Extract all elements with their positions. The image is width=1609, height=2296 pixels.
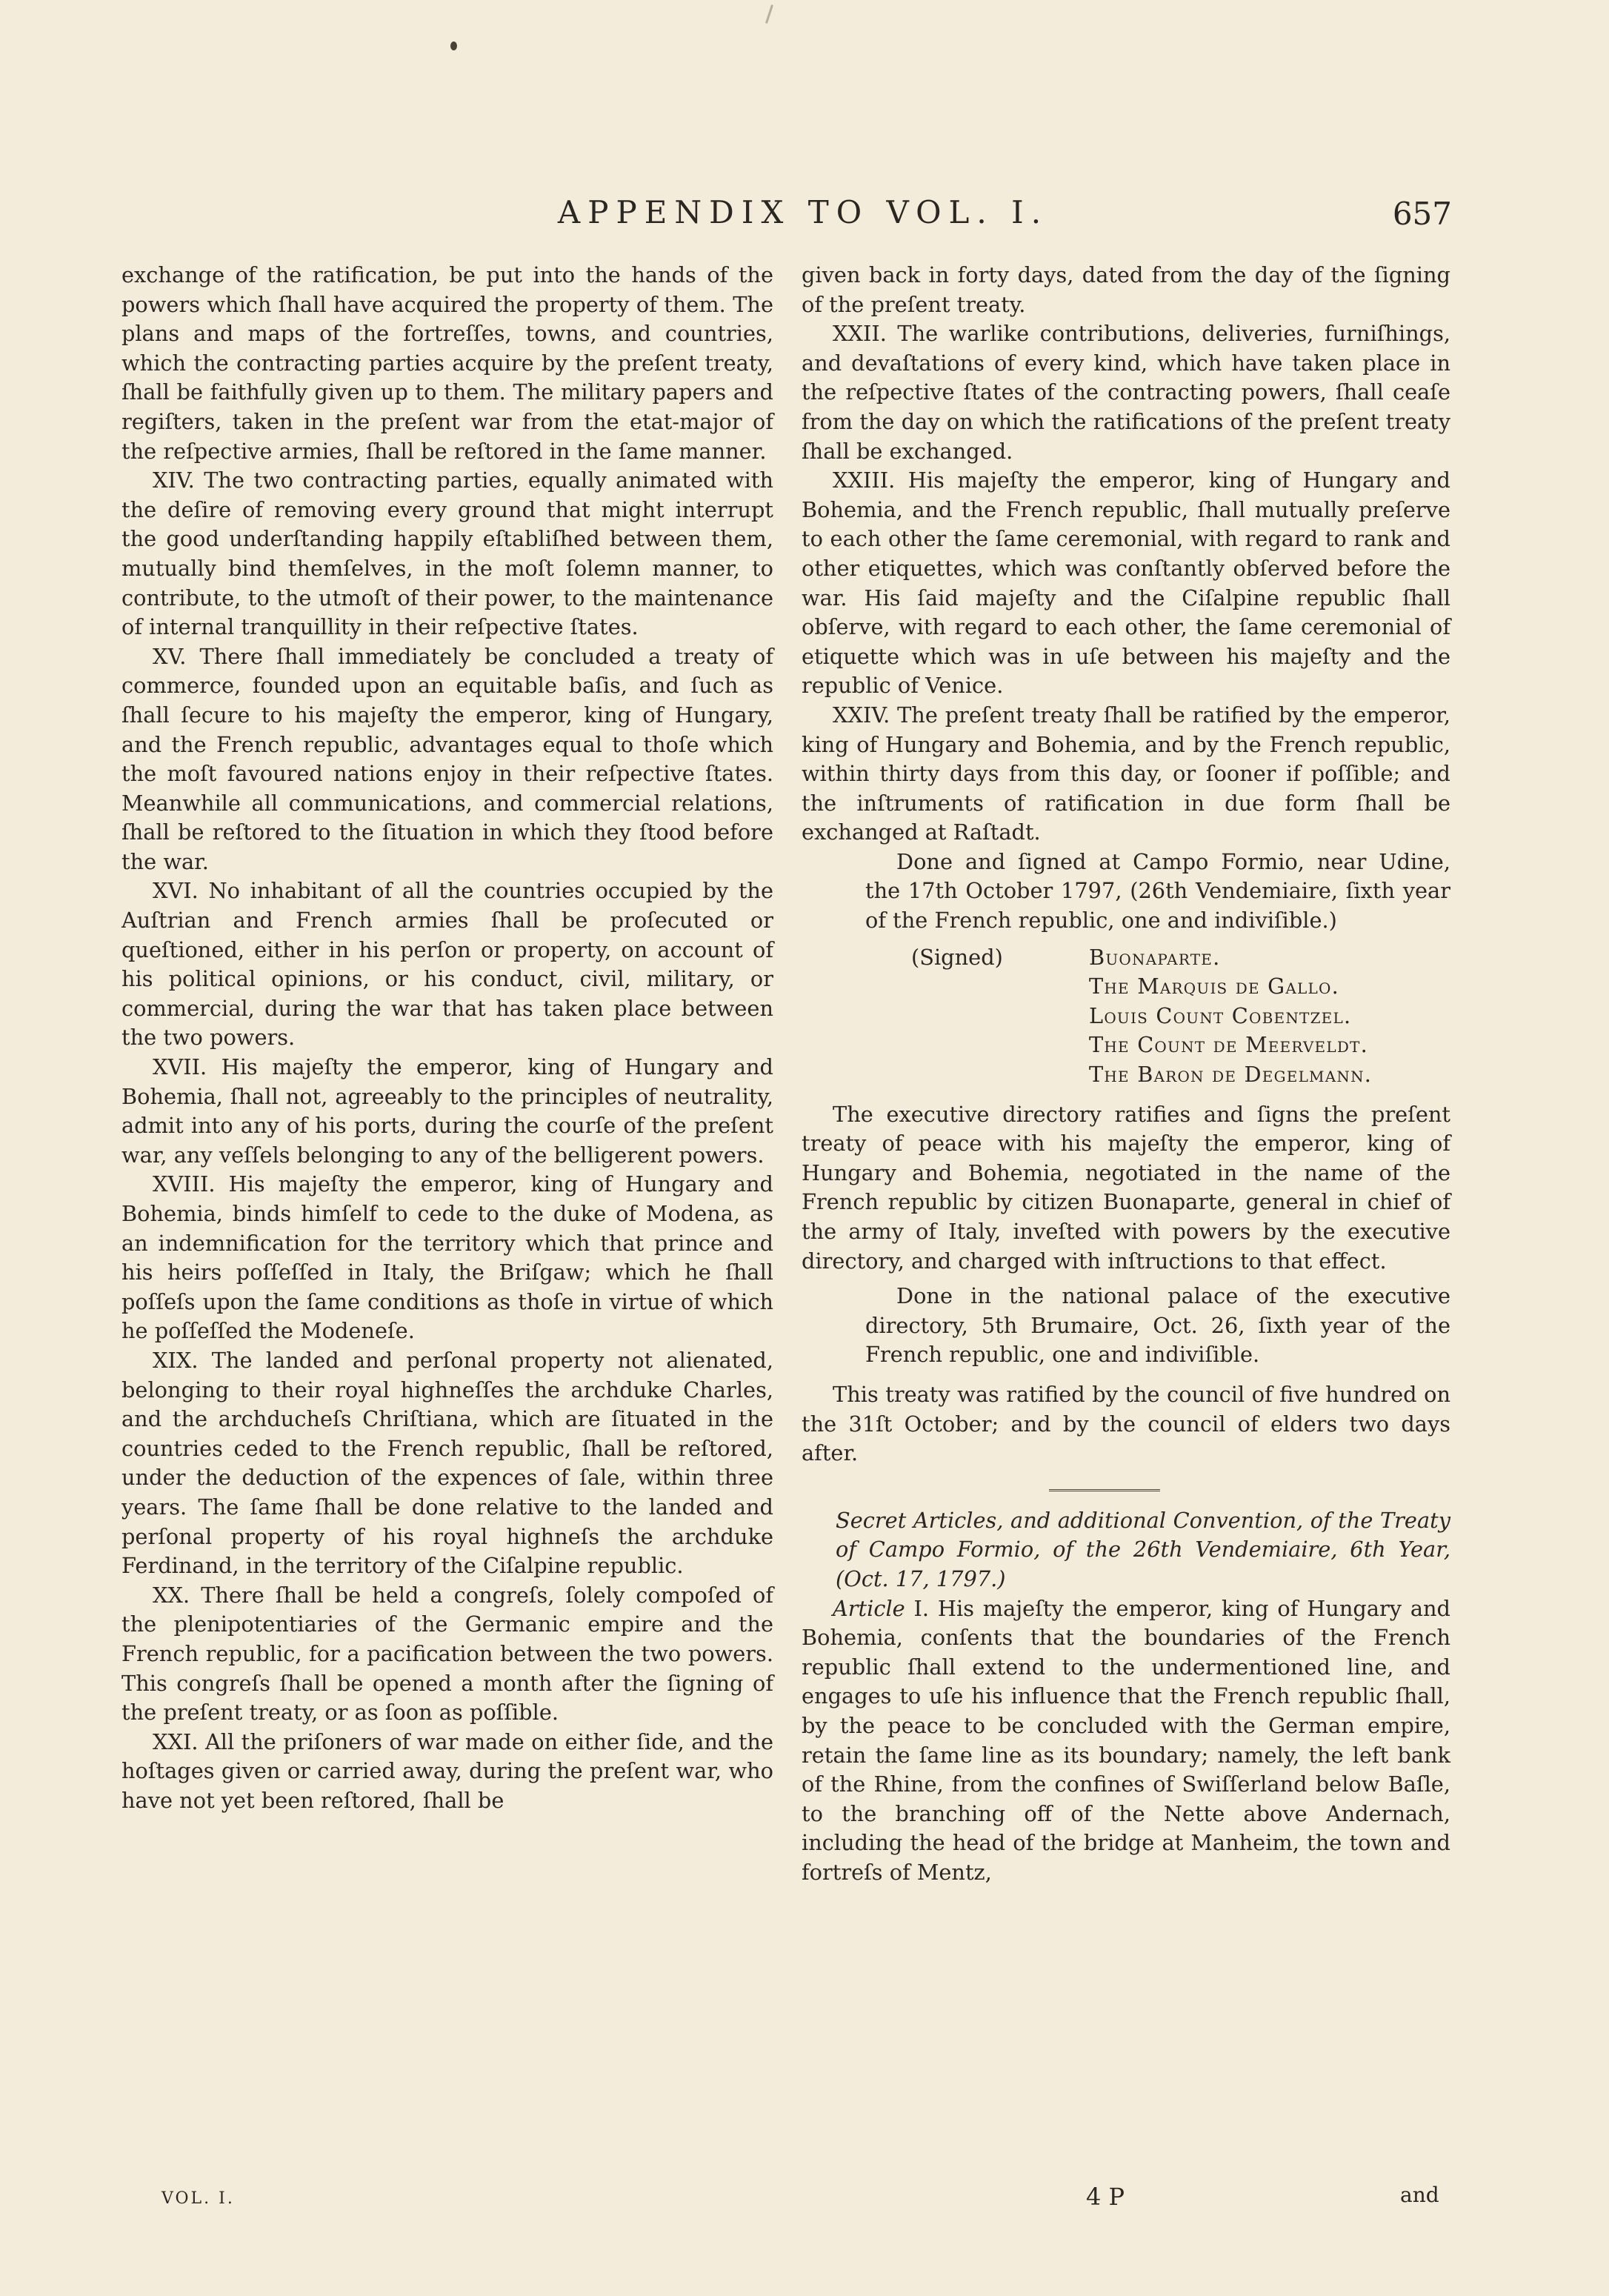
signatory: Buonaparte. — [1089, 944, 1221, 970]
done-at-campo-formio: Done and ſigned at Campo Formio, near Udine, the 17th October 1797, (26th Vendemiaire, ſixth year of the French republic, one and indiviſible.) — [865, 848, 1450, 934]
section-divider — [1049, 1489, 1160, 1491]
article-text: I. His majeſty the emperor, king of Hungary and Bohemia, conſents that the boundaries of the French republic ſhall extend to the undermentioned line, and engages to uſe his influence that the French republic ſhall, by the peace to be concluded with the German empire, retain the ſame line as its boundary; namely, the left bank of the Rhine, from the confines of Swiſſerland below Baſle, to the branching off of the Nette above Andernach, including the head of the bridge at Manheim, the town and fortreſs of Mentz, — [802, 1595, 1450, 1885]
running-title: APPENDIX TO VOL. I. — [557, 194, 1049, 230]
signatory: The Marquis de Gallo. — [1089, 974, 1339, 999]
article-xvii: XVII. His majeſty the emperor, king of Hungary and Bohemia, ſhall not, agreeably to the principles of neutrality, admit into any of his ports, during the courſe of the preſent war, any veſſels belonging to any of the belligerent powers. — [121, 1054, 773, 1168]
done-in-palace: Done in the national palace of the executive directory, 5th Brumaire, Oct. 26, ſixth year of the French republic, one and indiviſible. — [865, 1283, 1450, 1368]
article-xiv: XIV. The two contracting parties, equally animated with the deſire of removing every ground that might interrupt the good underſtanding happily eſtabliſhed between them, mutually bind themſelves, in the moſt ſolemn manner, to contribute, to the utmoſt of their power, to the maintenance of internal tranquillity in their reſpective ſtates. — [121, 467, 773, 640]
article-xxi: XXI. All the priſoners of war made on either ſide, and the hoſtages given or carried away, during the preſent war, who have not yet been reſtored, ſhall be — [121, 1728, 773, 1813]
paragraph: given back in forty days, dated from the day of the ſigning of the preſent treaty. — [802, 262, 1450, 317]
page-number: 657 — [1392, 196, 1452, 232]
signatories — [1089, 943, 1450, 1090]
secret-articles-title: Secret Articles, and additional Convention, of the Treaty of Campo Formio, of the 26th Vendemiaire, 6th Year, (Oct. 17, 1797.) — [836, 1507, 1450, 1591]
article-xxii: XXII. The warlike contributions, deliveries, furniſhings, and devaſtations of every kind, which have taken place in the reſpective ſtates of the contracting powers, ſhall ceaſe from the day on which the ratifications of the preſent treaty ſhall be exchanged. — [802, 321, 1450, 464]
article-xxiv: XXIV. The preſent treaty ſhall be ratified by the emperor, king of Hungary and Bohemia, and by the French republic, within thirty days from this day, or ſooner if poſſible; and the inſtruments of ratification in due form ſhall be exchanged at Raſtadt. — [802, 702, 1450, 845]
signature-mark: 4 P — [1086, 2183, 1125, 2211]
left-column — [121, 261, 773, 1815]
article-label: Article — [833, 1595, 905, 1621]
article-xviii: XVIII. His majeſty the emperor, king of Hungary and Bohemia, binds himſelf to cede to the duke of Modena, as an indemnification for the territory which that prince and his heirs poſſeſſed in Italy, the Briſgaw; which he ſhall poſſeſs upon the ſame conditions as thoſe in virtue of which he poſſeſſed the Modeneſe. — [121, 1171, 773, 1344]
right-column — [802, 261, 1450, 1887]
article-xix: XIX. The landed and perſonal property not alienated, belonging to their royal highneſſes the archduke Charles, and the archducheſs Chriſtiana, which are ſituated in the countries ceded to the French republic, ſhall be reſtored, under the deduction of the expences of ſale, within three years. The ſame ſhall be done relative to the landed and perſonal property of his royal highneſs the archduke Ferdinand, in the territory of the Ciſalpine republic. — [121, 1347, 773, 1579]
article-xvi: XVI. No inhabitant of all the countries occupied by the Auſtrian and French armies ſhall be proſecuted or queſtioned, either in his perſon or property, on account of his political opinions, or his conduct, civil, military, or commercial, during the war that has taken place between the two powers. — [121, 878, 773, 1051]
article-xx: XX. There ſhall be held a congreſs, ſolely compoſed of the plenipotentiaries of the Germanic empire and the French republic, for a pacification between the two powers. This congreſs ſhall be opened a month after the ſigning of the preſent treaty, or as ſoon as poſſible. — [121, 1582, 773, 1726]
signature-block — [911, 943, 1450, 1090]
ink-spot — [450, 41, 457, 50]
catchword: and — [1400, 2183, 1439, 2207]
article-xxiii: XXIII. His majeſty the emperor, king of Hungary and Bohemia, and the French republic, ſhall mutually preſerve to each other the ſame ceremonial, with regard to rank and other etiquettes, which was conſtantly obſerved before the war. His ſaid majeſty and the Ciſalpine republic ſhall obſerve, with regard to each other, the ſame ceremonial of etiquette which was in uſe between his majeſty and the republic of Venice. — [802, 467, 1450, 699]
signatory: Louis Count Cobentzel. — [1089, 1002, 1352, 1028]
secret-article-one — [802, 1594, 1450, 1888]
signatory: The Baron de Degelmann. — [1089, 1062, 1373, 1088]
executive-ratification: The executive directory ratifies and ſigns the preſent treaty of peace with his majeſty the emperor, king of Hungary and Bohemia, negotiated in the name of the French republic by citizen Buonaparte, general in chief of the army of Italy, inveſted with powers by the executive directory, and charged with inſtructions to that effect. — [802, 1101, 1450, 1274]
pencil-mark — [765, 4, 773, 24]
volume-mark: VOL. I. — [161, 2189, 235, 2208]
paragraph: exchange of the ratification, be put into the hands of the powers which ſhall have acquired the property of them. The plans and maps of the fortreſſes, towns, and countries, which the contracting parties acquire by the preſent treaty, ſhall be faithfully given up to them. The military papers and regiſters, taken in the preſent war from the etat-major of the reſpective armies, ſhall be reſtored in the ſame manner. — [121, 262, 773, 464]
signed-label: (Signed) — [911, 944, 1003, 970]
article-xv: XV. There ſhall immediately be concluded a treaty of commerce, founded upon an equitable baſis, and ſuch as ſhall ſecure to his majeſty the emperor, king of Hungary, and the French republic, advantages equal to thoſe which the moſt favoured nations enjoy in their reſpective ſtates. Meanwhile all communications, and commercial relations, ſhall be reſtored to the ſituation in which they ſtood before the war. — [121, 643, 773, 874]
page-header — [0, 194, 1609, 239]
signatory: The Count de Meerveldt. — [1089, 1032, 1368, 1058]
ratified-note: This treaty was ratified by the council of five hundred on the 31ſt October; and by the council of elders two days after. — [802, 1381, 1450, 1466]
